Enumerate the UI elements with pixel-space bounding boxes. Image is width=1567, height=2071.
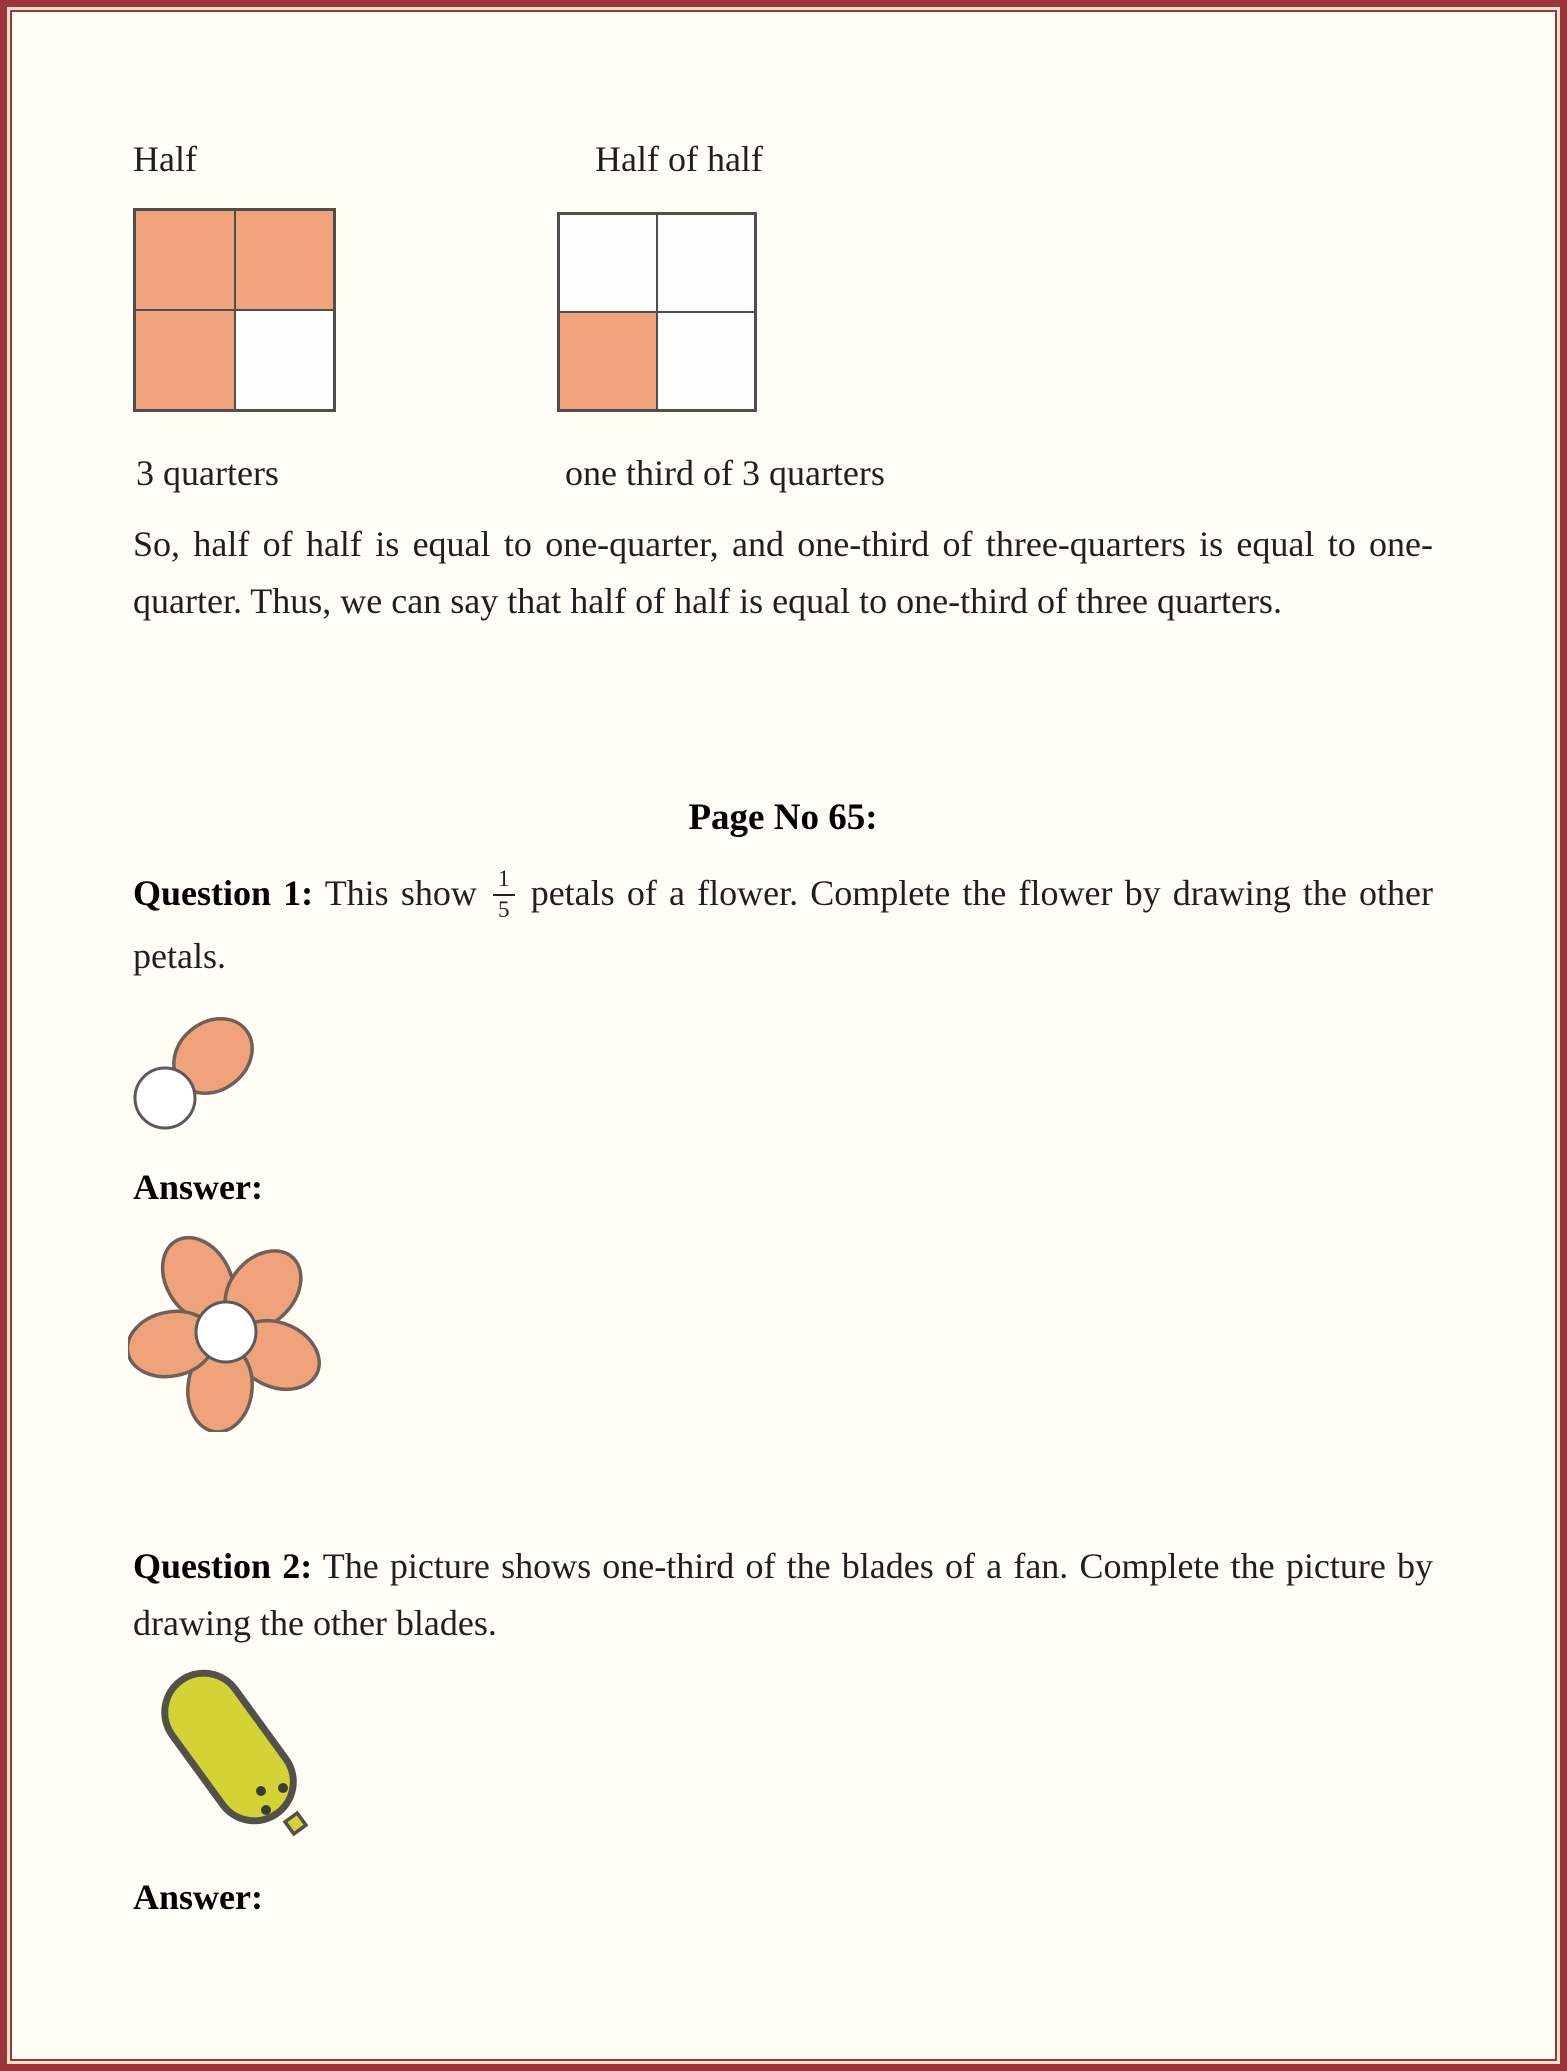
question-2-label: Question 2: xyxy=(133,1546,313,1586)
shaded-quarter-cell xyxy=(135,210,235,310)
empty-quarter-cell xyxy=(559,214,657,312)
question-1-label: Question 1: xyxy=(133,873,314,913)
complete-flower-figure xyxy=(128,1232,328,1432)
blade-dot xyxy=(278,1783,288,1793)
fan-blade-shape xyxy=(149,1658,309,1837)
shaded-quarter-cell xyxy=(235,210,335,310)
label-half: Half xyxy=(133,139,197,179)
blade-dot xyxy=(256,1786,266,1796)
shaded-quarter-cell xyxy=(559,312,657,410)
caption-one-third-of-3-quarters: one third of 3 quarters xyxy=(565,453,885,493)
empty-quarter-cell xyxy=(235,310,335,410)
empty-quarter-cell xyxy=(657,312,755,410)
flower-center-circle xyxy=(135,1068,195,1128)
fraction-grid-one-quarter xyxy=(557,212,757,412)
page-heading: Page No 65: xyxy=(688,797,878,838)
fraction-grid-three-quarters xyxy=(133,208,336,412)
answer-1-label: Answer: xyxy=(133,1167,263,1207)
answer-2-label: Answer: xyxy=(133,1877,263,1917)
question-2-text: The picture shows one-third of the blades of a fan. Complete the picture by drawing the other blades. xyxy=(133,1546,1433,1643)
flower-center-circle xyxy=(196,1302,256,1362)
question-2 xyxy=(133,1538,1433,1652)
question-1-text-before: This show xyxy=(324,873,477,913)
shaded-quarter-cell xyxy=(135,310,235,410)
explanation-paragraph: So, half of half is equal to one-quarter, and one-third of three-quarters is equal to one-quarter. Thus, we can say that half of half is equal to one-third of three quarters. xyxy=(133,524,1433,621)
single-petal-figure xyxy=(128,1010,268,1138)
fan-blade-tab xyxy=(285,1813,306,1834)
caption-3-quarters: 3 quarters xyxy=(136,453,279,493)
fraction-denominator: 5 xyxy=(498,896,510,922)
blade-dot xyxy=(261,1805,271,1815)
question-1 xyxy=(133,862,1433,987)
fraction-numerator: 1 xyxy=(493,866,515,895)
label-half-of-half: Half of half xyxy=(595,139,763,179)
empty-quarter-cell xyxy=(657,214,755,312)
fan-blade-figure xyxy=(133,1652,323,1847)
question-1-text-after: petals of a flower. Complete the flower by drawing the other petals. xyxy=(133,873,1434,977)
fraction-one-fifth xyxy=(493,866,515,923)
